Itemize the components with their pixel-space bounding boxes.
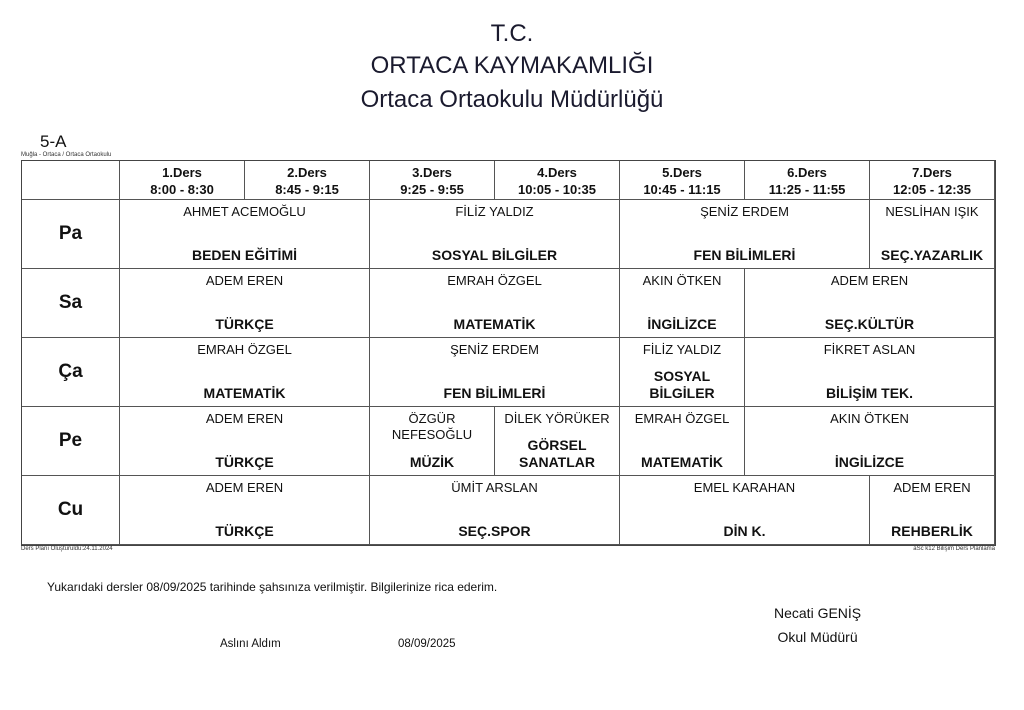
lesson-cell xyxy=(370,200,620,269)
teacher-name: ŞENİZ ERDEM xyxy=(700,204,789,219)
subject-name: MATEMATİK xyxy=(641,454,723,470)
subject-name: FEN BİLİMLERİ xyxy=(693,247,796,263)
lesson-cell xyxy=(370,476,620,545)
teacher-name: EMRAH ÖZGEL xyxy=(197,342,292,357)
period-name: 5.Ders xyxy=(662,165,702,180)
signature-title: Okul Müdürü xyxy=(777,629,858,645)
lesson-cell xyxy=(120,338,370,407)
subject-name: GÖRSEL SANATLAR xyxy=(519,437,595,470)
period-name: 1.Ders xyxy=(162,165,202,180)
teacher-name: NESLİHAN IŞIK xyxy=(885,204,979,219)
period-name: 7.Ders xyxy=(912,165,952,180)
period-header xyxy=(495,161,620,200)
lesson-cell xyxy=(495,407,620,476)
subject-name: SOSYAL BİLGİLER xyxy=(649,368,715,401)
teacher-name: EMRAH ÖZGEL xyxy=(634,411,730,426)
period-header xyxy=(120,161,245,200)
subject-name: DİN K. xyxy=(723,523,766,539)
period-header xyxy=(870,161,995,200)
period-time: 10:45 - 11:15 xyxy=(643,182,721,197)
subject-name: TÜRKÇE xyxy=(215,454,274,470)
period-time: 12:05 - 12:35 xyxy=(892,182,972,197)
period-header xyxy=(245,161,370,200)
subject-name: FEN BİLİMLERİ xyxy=(443,385,546,401)
signature-name: Necati GENİŞ xyxy=(774,605,862,621)
header-line2: ORTACA KAYMAKAMLIĞI xyxy=(370,52,654,79)
subject-name: SEÇ.KÜLTÜR xyxy=(824,316,915,332)
subject-name: SEÇ.SPOR xyxy=(458,523,531,539)
lesson-cell xyxy=(870,476,995,545)
teacher-name: FİLİZ YALDIZ xyxy=(642,342,722,357)
subject-name: MÜZİK xyxy=(409,454,455,470)
subject-name: BİLİŞİM TEK. xyxy=(825,385,914,401)
teacher-name: FİKRET ASLAN xyxy=(823,342,916,357)
lesson-cell xyxy=(370,407,495,476)
teacher-name: AKIN ÖTKEN xyxy=(642,273,722,288)
corner-cell xyxy=(22,161,120,200)
lesson-cell xyxy=(620,269,745,338)
lesson-cell xyxy=(620,338,745,407)
receipt-label: Aslını Aldım xyxy=(220,638,281,650)
subject-name: BEDEN EĞİTİMİ xyxy=(191,247,297,263)
period-time: 9:25 - 9:55 xyxy=(400,182,464,197)
period-time: 10:05 - 10:35 xyxy=(517,182,597,197)
teacher-name: AKIN ÖTKEN xyxy=(830,411,909,426)
lesson-cell xyxy=(120,200,370,269)
class-name: 5-A xyxy=(40,132,67,151)
subject-name: MATEMATİK xyxy=(453,316,536,332)
receipt-date: 08/09/2025 xyxy=(398,638,456,650)
subject-name: SOSYAL BİLGİLER xyxy=(431,247,558,263)
day-label: Pe xyxy=(22,407,120,476)
period-name: 2.Ders xyxy=(287,165,327,180)
lesson-cell xyxy=(870,200,995,269)
teacher-name: DİLEK YÖRÜKER xyxy=(504,411,610,426)
lesson-cell xyxy=(120,269,370,338)
lesson-cell xyxy=(745,269,995,338)
teacher-name: ÖZGÜR NEFESOĞLU xyxy=(391,411,473,442)
period-time: 8:45 - 9:15 xyxy=(275,182,339,197)
teacher-name: ADEM EREN xyxy=(205,480,284,495)
location: Muğla - Ortaca / Ortaca Ortaokulu xyxy=(21,152,112,158)
teacher-name: EMRAH ÖZGEL xyxy=(447,273,542,288)
period-time: 11:25 - 11:55 xyxy=(768,182,846,197)
period-name: 4.Ders xyxy=(537,165,577,180)
note: Yukarıdaki dersler 08/09/2025 tarihinde şahsınıza verilmiştir. Bilgilerinize rica ederim. xyxy=(47,580,498,594)
header-line1: T.C. xyxy=(490,20,534,47)
lesson-cell xyxy=(370,338,620,407)
period-time: 8:00 - 8:30 xyxy=(150,182,214,197)
teacher-name: AHMET ACEMOĞLU xyxy=(183,204,306,219)
teacher-name: ADEM EREN xyxy=(205,411,284,426)
day-label: Cu xyxy=(22,476,120,545)
day-label: Sa xyxy=(22,269,120,338)
period-name: 6.Ders xyxy=(787,165,827,180)
header-line3: Ortaca Ortaokulu Müdürlüğü xyxy=(360,86,664,113)
signature xyxy=(774,601,861,649)
teacher-name: ŞENİZ ERDEM xyxy=(450,342,539,357)
timetable xyxy=(21,160,996,546)
teacher-name: ADEM EREN xyxy=(830,273,909,288)
subject-name: MATEMATİK xyxy=(203,385,286,401)
subject-name: REHBERLİK xyxy=(891,523,973,539)
lesson-cell xyxy=(620,407,745,476)
lesson-cell xyxy=(745,407,995,476)
lesson-cell xyxy=(370,269,620,338)
lesson-cell xyxy=(620,200,870,269)
teacher-name: ADEM EREN xyxy=(205,273,284,288)
lesson-cell xyxy=(120,476,370,545)
period-header xyxy=(745,161,870,200)
subject-name: TÜRKÇE xyxy=(215,523,274,539)
footer-created: Ders Planı Oluşturuldu:24.11.2024 xyxy=(21,546,113,552)
period-name: 3.Ders xyxy=(412,165,452,180)
footer-software: aSc k12 Bilişim Ders Planlama xyxy=(913,546,995,552)
teacher-name: ADEM EREN xyxy=(893,480,971,495)
subject-name: İNGİLİZCE xyxy=(834,454,905,470)
lesson-cell xyxy=(620,476,870,545)
subject-name: İNGİLİZCE xyxy=(647,316,717,332)
day-label: Ça xyxy=(22,338,120,407)
subject-name: TÜRKÇE xyxy=(215,316,274,332)
teacher-name: ÜMİT ARSLAN xyxy=(451,480,538,495)
subject-name: SEÇ.YAZARLIK xyxy=(880,247,984,263)
lesson-cell xyxy=(120,407,370,476)
period-header xyxy=(620,161,745,200)
teacher-name: EMEL KARAHAN xyxy=(693,480,796,495)
lesson-cell xyxy=(745,338,995,407)
teacher-name: FİLİZ YALDIZ xyxy=(455,204,534,219)
day-label: Pa xyxy=(22,200,120,269)
period-header xyxy=(370,161,495,200)
